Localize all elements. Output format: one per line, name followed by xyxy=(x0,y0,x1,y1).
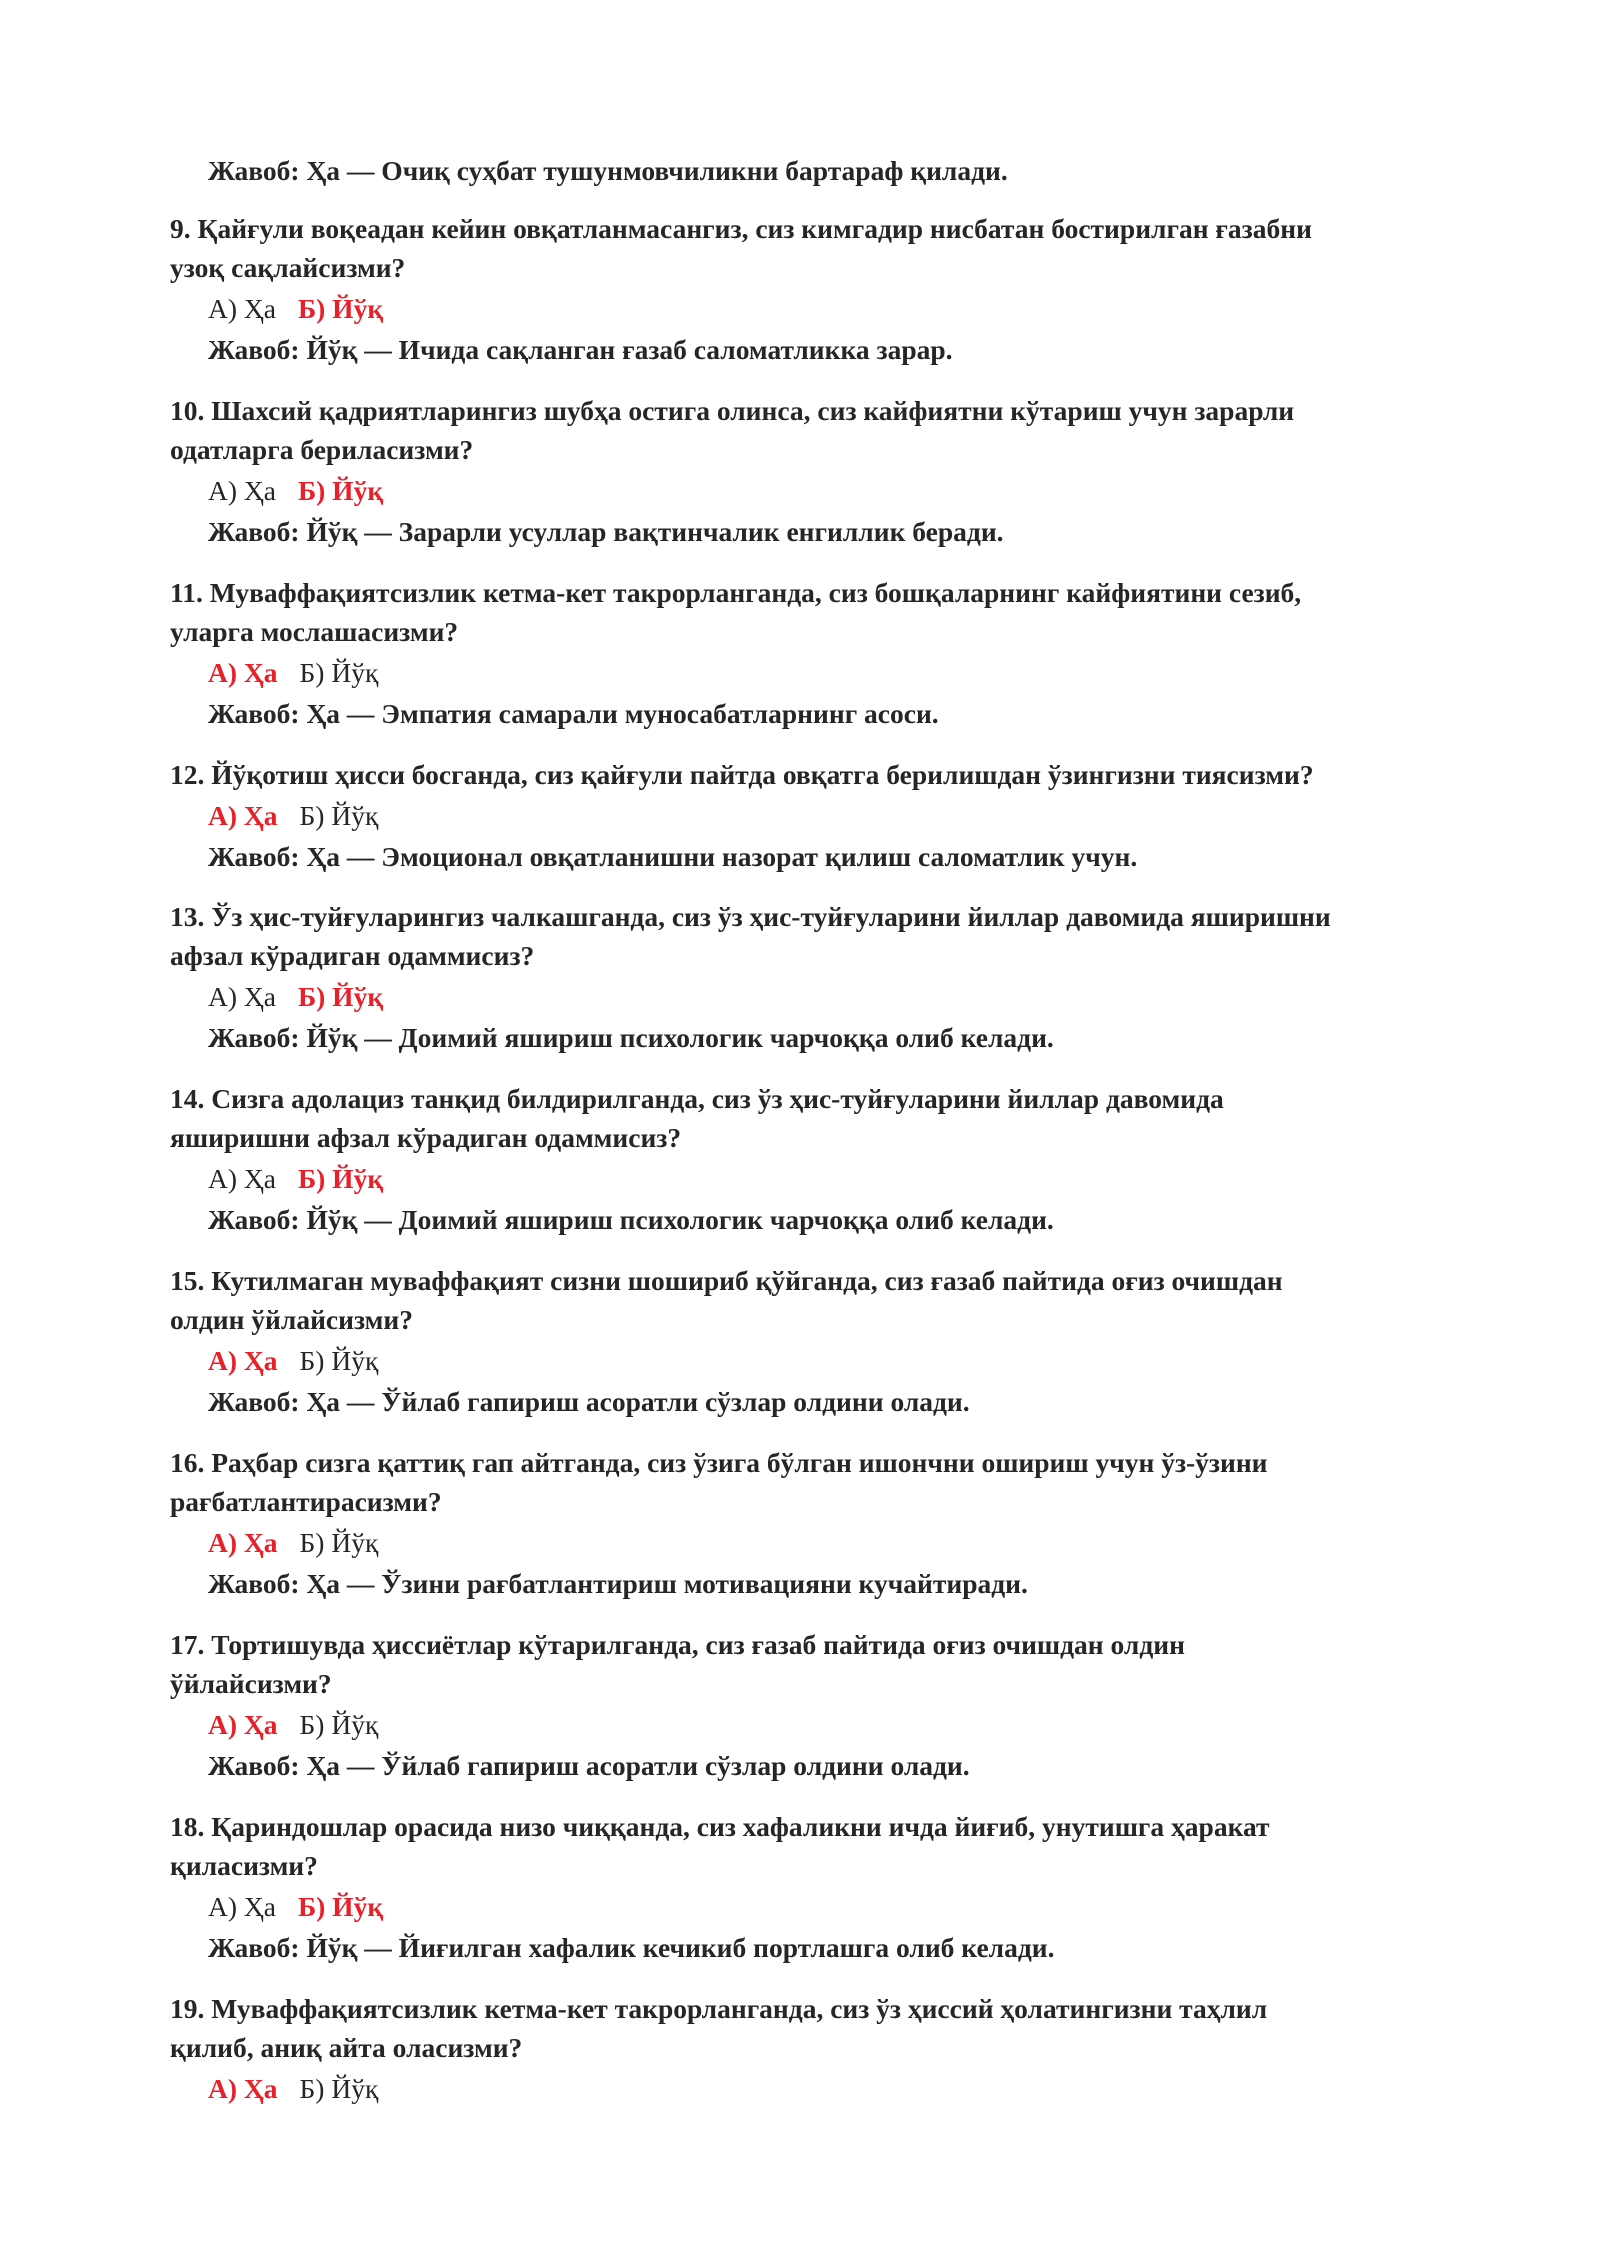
answer-line: Жавоб: Ҳа — Ўйлаб гапириш асоратли сўзлар олдини олади. xyxy=(208,1750,970,1781)
question-text: афзал кўрадиган одаммисиз? xyxy=(170,940,535,971)
question-text: қилиб, аниқ айта оласизми? xyxy=(170,2032,523,2063)
answer-options xyxy=(208,798,1600,834)
option-b: Б) Йўқ xyxy=(297,293,384,324)
question-text: яширишни афзал кўрадиган одаммисиз? xyxy=(170,1122,682,1153)
option-a: А) Ҳа xyxy=(208,657,278,688)
question-text: рағбатлантирасизми? xyxy=(170,1486,442,1517)
answer-options xyxy=(208,1707,1600,1743)
option-b: Б) Йўқ xyxy=(297,981,384,1012)
question-text: қиласизми? xyxy=(170,1850,318,1881)
question-text: 14. Сизга адолациз танқид билдирилганда, сиз ўз ҳис-туйғуларини йиллар давомида xyxy=(170,1083,1224,1114)
option-b: Б) Йўқ xyxy=(297,475,384,506)
answer-line: Жавоб: Йўқ — Доимий яшириш психологик чарчоққа олиб келади. xyxy=(208,1022,1054,1053)
answer-line: Жавоб: Йўқ — Йиғилган хафалик кечикиб портлашга олиб келади. xyxy=(208,1932,1055,1963)
question-text: одатларга бериласизми? xyxy=(170,434,474,465)
answer-line: Жавоб: Йўқ — Зарарли усуллар вақтинчалик енгиллик беради. xyxy=(208,516,1004,547)
answer-options xyxy=(208,979,1600,1015)
answer-options xyxy=(208,1525,1600,1561)
option-b: Б) Йўқ xyxy=(299,800,379,831)
answer-line: Жавоб: Ҳа — Очиқ суҳбат тушунмовчиликни бартараф қилади. xyxy=(208,155,1008,186)
question-text: олдин ўйлайсизми? xyxy=(170,1304,413,1335)
option-b: Б) Йўқ xyxy=(297,1163,384,1194)
option-b: Б) Йўқ xyxy=(299,1527,379,1558)
question-text: 17. Тортишувда ҳиссиётлар кўтарилганда, сиз ғазаб пайтида оғиз очишдан олдин xyxy=(170,1629,1185,1660)
answer-options xyxy=(208,291,1600,327)
option-a: А) Ҳа xyxy=(208,1345,278,1376)
answer-options xyxy=(208,1343,1600,1379)
option-b: Б) Йўқ xyxy=(297,1891,384,1922)
question-text: 11. Муваффақиятсизлик кетма-кет такрорланганда, сиз бошқаларнинг кайфиятини сезиб, xyxy=(170,577,1302,608)
answer-options xyxy=(208,1161,1600,1197)
answer-line: Жавоб: Ҳа — Ўзини рағбатлантириш мотивацияни кучайтиради. xyxy=(208,1568,1028,1599)
question-text: 13. Ўз ҳис-туйғуларингиз чалкашганда, сиз ўз ҳис-туйғуларини йиллар давомида яширишни xyxy=(170,901,1331,932)
answer-line: Жавоб: Йўқ — Доимий яшириш психологик чарчоққа олиб келади. xyxy=(208,1204,1054,1235)
option-b: Б) Йўқ xyxy=(299,1709,379,1740)
answer-options xyxy=(208,2071,1600,2107)
option-b: Б) Йўқ xyxy=(299,2073,379,2104)
question-text: 18. Қариндошлар орасида низо чиққанда, сиз хафаликни ичда йиғиб, унутишга ҳаракат xyxy=(170,1811,1270,1842)
answer-line: Жавоб: Йўқ — Ичида сақланган ғазаб саломатликка зарар. xyxy=(208,334,953,365)
answer-options xyxy=(208,473,1600,509)
option-a: А) Ҳа xyxy=(208,1527,278,1558)
question-text: 16. Раҳбар сизга қаттиқ гап айтганда, сиз ўзига бўлган ишончни ошириш учун ўз-ўзини xyxy=(170,1447,1268,1478)
option-b: Б) Йўқ xyxy=(299,657,379,688)
answer-line: Жавоб: Ҳа — Эмпатия самарали муносабатларнинг асоси. xyxy=(208,698,939,729)
option-a: А) Ҳа xyxy=(208,1709,278,1740)
option-a: А) Ҳа xyxy=(208,475,276,506)
answer-options xyxy=(208,1889,1600,1925)
option-b: Б) Йўқ xyxy=(299,1345,379,1376)
answer-line: Жавоб: Ҳа — Эмоционал овқатланишни назорат қилиш саломатлик учун. xyxy=(208,841,1138,872)
question-text: ўйлайсизми? xyxy=(170,1668,332,1699)
option-a: А) Ҳа xyxy=(208,800,278,831)
option-a: А) Ҳа xyxy=(208,1163,276,1194)
question-text: 10. Шахсий қадриятларингиз шубҳа остига олинса, сиз кайфиятни кўтариш учун зарарли xyxy=(170,395,1295,426)
option-a: А) Ҳа xyxy=(208,981,276,1012)
answer-line: Жавоб: Ҳа — Ўйлаб гапириш асоратли сўзлар олдини олади. xyxy=(208,1386,970,1417)
answer-options xyxy=(208,655,1600,691)
option-a: А) Ҳа xyxy=(208,293,276,324)
option-a: А) Ҳа xyxy=(208,1891,276,1922)
question-text: 19. Муваффақиятсизлик кетма-кет такрорланганда, сиз ўз ҳиссий ҳолатингизни таҳлил xyxy=(170,1993,1268,2024)
question-text: 15. Кутилмаган муваффақият сизни шошириб қўйганда, сиз ғазаб пайтида оғиз очишдан xyxy=(170,1265,1283,1296)
question-text: уларга мослашасизми? xyxy=(170,616,459,647)
option-a: А) Ҳа xyxy=(208,2073,278,2104)
question-text: 12. Йўқотиш ҳисси босганда, сиз қайғули пайтда овқатга берилишдан ўзингизни тиясизми? xyxy=(170,759,1314,790)
question-text: узоқ сақлайсизми? xyxy=(170,252,406,283)
question-text: 9. Қайғули воқеадан кейин овқатланмасангиз, сиз кимгадир нисбатан бостирилган ғазабни xyxy=(170,213,1312,244)
